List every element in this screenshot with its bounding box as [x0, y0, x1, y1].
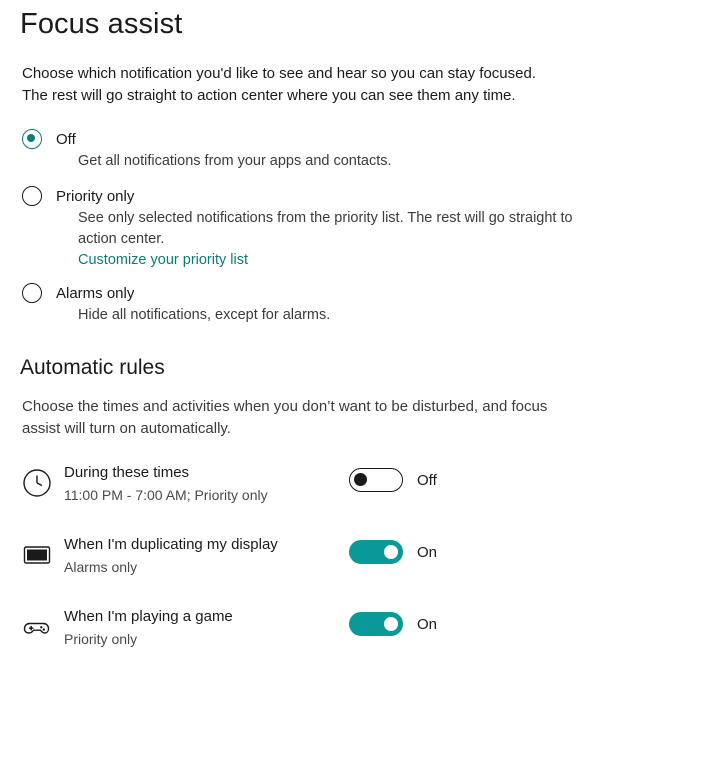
focus-assist-mode-radio-group	[0, 129, 705, 326]
toggle-state-label: On	[417, 543, 438, 561]
radio-button-icon[interactable]	[22, 186, 42, 206]
automatic-rules-list	[0, 462, 705, 656]
radio-option-off-head	[22, 129, 685, 149]
rule-text	[64, 462, 349, 505]
radio-option-off[interactable]	[0, 129, 705, 172]
rule-name: When I'm playing a game	[64, 608, 233, 625]
toggle-state-label: Off	[417, 471, 437, 489]
radio-option-label: Off	[56, 130, 76, 148]
clock-icon	[22, 462, 64, 498]
page-title: Focus assist	[20, 8, 183, 40]
radio-option-description: Hide all notifications, except for alarms.	[78, 307, 331, 323]
gamepad-icon	[22, 606, 64, 642]
radio-option-description: Get all notifications from your apps and contacts.	[78, 153, 392, 169]
automatic-rules-heading: Automatic rules	[20, 356, 165, 379]
toggle-state-label: On	[417, 615, 438, 633]
toggle-knob	[354, 473, 367, 486]
rule-toggle-wrap	[349, 606, 437, 636]
toggle-knob	[384, 617, 398, 631]
rule-row[interactable]	[0, 534, 705, 584]
rule-subtitle: 11:00 PM - 7:00 AM; Priority only	[64, 487, 268, 503]
rule-text	[64, 606, 349, 649]
radio-option-priority-only-head	[22, 186, 685, 206]
radio-button-icon[interactable]	[22, 283, 42, 303]
radio-option-priority-only[interactable]	[0, 186, 705, 269]
radio-option-alarms-only-head	[22, 283, 685, 303]
radio-option-label: Priority only	[56, 187, 135, 205]
rule-toggle-wrap	[349, 534, 437, 564]
page-description: Choose which notification you'd like to see and hear so you can stay focused. The rest will go straight to action center where you can see them any time.	[22, 65, 537, 104]
rule-toggle-wrap	[349, 462, 437, 492]
focus-assist-settings-page	[0, 8, 705, 776]
rule-name: During these times	[64, 464, 190, 481]
rule-subtitle: Priority only	[64, 631, 138, 647]
radio-button-icon[interactable]	[22, 129, 42, 149]
customize-priority-list-link[interactable]: Customize your priority list	[78, 252, 249, 268]
monitor-icon	[22, 534, 64, 570]
rule-toggle[interactable]	[349, 468, 403, 492]
rule-name: When I'm duplicating my display	[64, 536, 278, 553]
rule-text	[64, 534, 349, 577]
rule-row[interactable]	[0, 606, 705, 656]
radio-option-description: See only selected notifications from the priority list. The rest will go straight to action center.	[78, 210, 573, 247]
rule-subtitle: Alarms only	[64, 559, 138, 575]
automatic-rules-description: Choose the times and activities when you don’t want to be disturbed, and focus assist will turn on automatically.	[22, 398, 548, 437]
toggle-knob	[384, 545, 398, 559]
radio-option-alarms-only[interactable]	[0, 283, 705, 326]
rule-toggle[interactable]	[349, 612, 403, 636]
radio-option-label: Alarms only	[56, 284, 135, 302]
rule-toggle[interactable]	[349, 540, 403, 564]
rule-row[interactable]	[0, 462, 705, 512]
